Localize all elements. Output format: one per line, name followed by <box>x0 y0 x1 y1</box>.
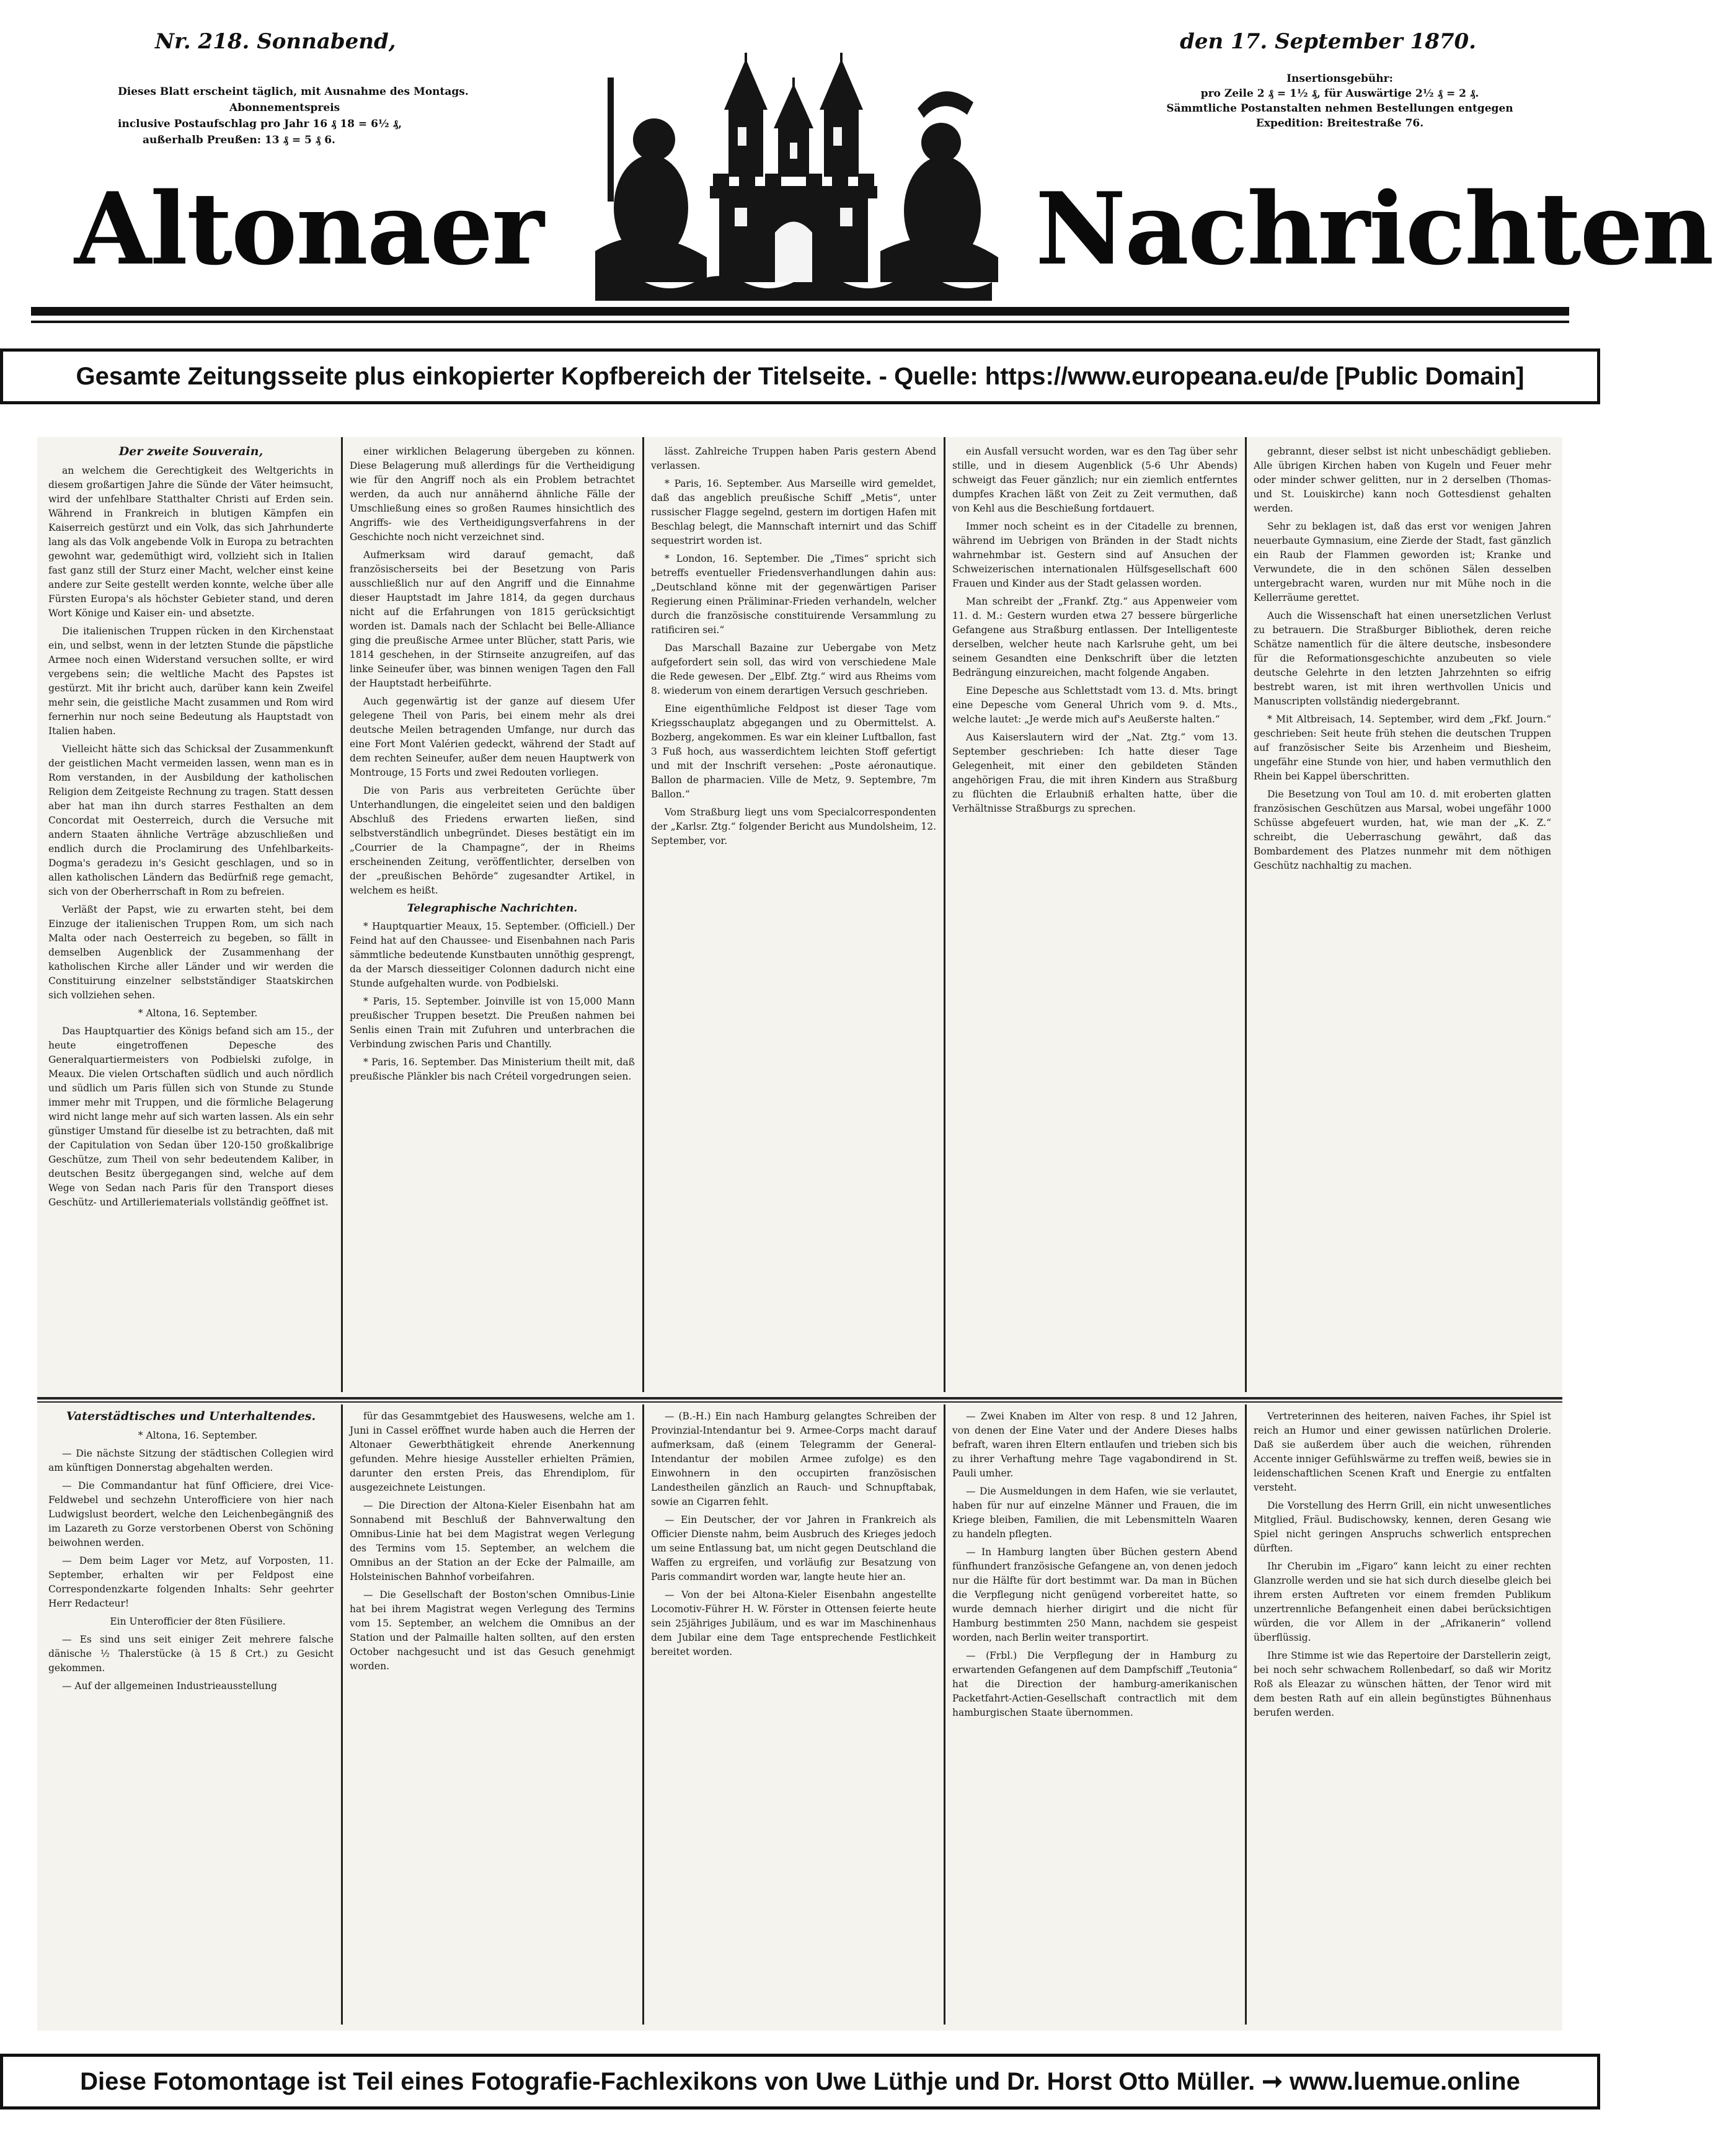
article-paragraph: Immer noch scheint es in der Citadelle zu brennen, während im Uebrigen von Bränden in der Stadt nichts wahrnehmbar ist. Gestern sind auf Ansuchen der Schweizerischen internationalen Hülfsgesellschaft 600 Frauen und Kinder aus der Stadt gelassen worden. <box>952 521 1237 589</box>
article-paragraph: * Mit Altbreisach, 14. September, wird dem „Fkf. Journ.“ geschrieben: Seit heute früh stehen die deutschen Truppen auf französischer Seite bis Arzenheim und Biesheim, ungefähr eine Stunde von hier, und haben vermuthlich den Rhein bei Kappel überschritten. <box>1254 714 1551 782</box>
insertion-line: pro Zeile 2 ₰ = 1½ ₰, für Auswärtige 2½ ₰ = 2 ₰. <box>1200 87 1479 100</box>
column-rule <box>944 437 945 1392</box>
article-paragraph: an welchem die Gerechtigkeit des Weltgerichts in diesem großartigen Jahre die Sünde der Väter heimsucht, wird der unfehlbare Statthalter Christi auf Erden sein. Während in Frankreich in blutigen Kämpfen ein Kaiserreich gestürzt und ein Volk, das sich Jahrhunderte lang als das Volk angebende Volk in Europa zu betrachten gewohnt war, gedemüthigt wird, vollzieht sich in Italien fast ganz still der Sturz einer Macht, welcher einst keine andere zur Seite gestellt werden konnte, welche über alle Fürsten Europa's als höchster Gebieter stand, und deren Wort Könige und Kaiser ein- und absetzte. <box>48 465 334 619</box>
article-paragraph: Verläßt der Papst, wie zu erwarten steht, bei dem Einzuge der italienischen Truppen Rom, um sich nach Malta oder nach Oesterreich zu begeben, so fällt in demselben Augenblick der Zusammenhang der katholischen Kirche aller Länder und wir werden die Constituirung einzelner selbstständiger Staatskirchen sich vollziehen sehen. <box>48 904 334 1001</box>
article-column <box>651 445 936 1392</box>
column-rule <box>1245 437 1247 1392</box>
issue-number: Nr. 218. Sonnabend, <box>155 29 396 54</box>
issue-date: den 17. September 1870. <box>1180 29 1476 54</box>
local-news-column <box>48 1409 334 2023</box>
insertion-info <box>1148 71 1532 131</box>
article-paragraph: Eine Depesche aus Schlettstadt vom 13. d. Mts. bringt eine Depesche vom General Uhrich vom 9. d. Mts., welche lautet: „Je werde mich auf's Aeußerste halten.“ <box>952 685 1237 725</box>
local-news-column <box>952 1409 1237 2023</box>
article-paragraph: einer wirklichen Belagerung übergeben zu können. Diese Belagerung muß allerdings für die Vertheidigung wie für den Angriff noch als ein Problem betrachtet werden, da auch nur annähernd ähnliche Fälle der Umschließung eines so großen Raumes hinsichtlich des Angriffs- wie des Vertheidigungsverfahrens in der Geschichte noch nicht verzeichnet sind. <box>350 446 635 543</box>
article-paragraph: Die Vorstellung des Herrn Grill, ein nicht unwesentliches Mitglied, Fräul. Budischowsky, kennen, deren Gesang wie Spiel nicht geringen Anspruchs schwerlich entsprechen dürften. <box>1254 1500 1551 1554</box>
column-rule <box>1245 1404 1247 2025</box>
article-paragraph: — Von der bei Altona-Kieler Eisenbahn angestellte Locomotiv-Führer H. W. Förster in Ottensen feierte heute sein 25jähriges Jubiläum, und es war im Maschinenhaus dem Jubilar eine dem Tage entsprechende Festlichkeit bereitet worden. <box>651 1589 936 1657</box>
article-column <box>350 445 635 1392</box>
article-paragraph: * Paris, 16. September. Das Ministerium theilt mit, daß preußische Plänkler bis nach Créteil vorgedrungen seien. <box>350 1057 635 1082</box>
subscription-line: Dieses Blatt erscheint täglich, mit Ausnahme des Montags. <box>118 86 469 98</box>
masthead <box>31 16 1713 332</box>
caption-credit: Diese Fotomontage ist Teil eines Fotografie-Fachlexikons von Uwe Lüthje und Dr. Horst Otto Müller. ➞ www.luemue.online <box>0 2054 1600 2109</box>
article-paragraph: Die von Paris aus verbreiteten Gerüchte über Unterhandlungen, die eingeleitet seien und den baldigen Abschluß des Friedens erwarten ließen, sind selbstverständlich unbegründet. Dieses bestätigt ein im „Courrier de la Champagne“, der in Rheims erscheinenden Zeitung, veröffentlichter, derselben von der „preußischen Behörde“ zugesandter Artikel, in welchem es heißt. <box>350 785 635 896</box>
article-paragraph: — Die Gesellschaft der Boston'schen Omnibus-Linie hat bei ihrem Magistrat wegen Verlegung des Termins vom 15. September, an welchem die Omnibus an der Station und der Palmaille halten sollten, auf den ersten October nachgesucht und ist das Gesuch genehmigt worden. <box>350 1589 635 1672</box>
insertion-line: Expedition: Breitestraße 76. <box>1255 117 1424 130</box>
insertion-line: Insertionsgebühr: <box>1286 73 1393 85</box>
article-paragraph: Das Marschall Bazaine zur Uebergabe von Metz aufgefordert sein soll, das wird von verschiedene Male die Rede gewesen. Der „Elbf. Ztg.“ wird aus Rheims vom 8. wiederum von einem derartigen Versuch geschrieben. <box>651 642 936 696</box>
masthead-rule <box>31 307 1569 316</box>
newspaper-title-left: Altonaer <box>74 171 543 287</box>
article-paragraph: Die italienischen Truppen rücken in den Kirchenstaat ein, und selbst, wenn in der letzten Stunde die päpstliche Armee noch einen Widerstand versuchen sollte, er wird vergebens sein; die weltliche Macht des Papstes ist gestürzt. Mit ihr bricht auch, darüber kann kein Zweifel mehr sein, die geistliche Macht zusammen und Rom wird fernerhin nur noch seine Bedeutung als Hauptstadt von Italien haben. <box>48 626 334 737</box>
town-crest-icon <box>570 53 1017 301</box>
article-column <box>952 445 1237 1392</box>
article-paragraph: — Zwei Knaben im Alter von resp. 8 und 12 Jahren, von denen der Eine Vater und der Andere Dieses halbs befraft, waren ihren Eltern entlaufen und trieben sich bis zu ihrer Verhaftung mehre Tage vagabondirend in St. Pauli umher. <box>952 1411 1237 1479</box>
article-paragraph: Auch die Wissenschaft hat einen unersetzlichen Verlust zu betrauern. Die Straßburger Bibliothek, deren reiche Schätze namentlich für die ältere deutsche, insbesondere für die Reformationsgeschichte anzubeuten so viele deutsche Gelehrte in den letzten Jahrzehnten so eifrig bestrebt waren, ist mit ihren werthvollen Unicis und Manuscripten vollständig niedergebrannt. <box>1254 610 1551 707</box>
column-rule <box>642 437 644 1392</box>
article-paragraph: — (B.-H.) Ein nach Hamburg gelangtes Schreiben der Provinzial-Intendantur bei 9. Armee-Corps macht darauf aufmerksam, daß (einem Telegramm der General-Intendantur der mobilen Armee zufolge) es den Einwohnern in den occupirten französischen Landestheilen gänzlich an Rauch- und Schnupftabak, sowie an Cigarren fehlt. <box>651 1411 936 1507</box>
article-paragraph: gebrannt, dieser selbst ist nicht unbeschädigt geblieben. Alle übrigen Kirchen haben von Kugeln und Feuer mehr oder minder schwer gelitten, nur in 2 derselben (Thomas- und St. Louiskirche) kann noch Gottesdienst gehalten werden. <box>1254 446 1551 514</box>
article-paragraph: — Die Direction der Altona-Kieler Eisenbahn hat am Sonnabend mit Beschluß der Bahnverwaltung den Omnibus-Linie hat bei dem Magistrat wegen Verlegung des Termins vom 15. September, an welchem die Omnibus an der Station an der Ecke der Palmaille, am Holsteinischen Bahnhof vorbeifahren. <box>350 1500 635 1582</box>
article-paragraph: Aus Kaiserslautern wird der „Nat. Ztg.“ vom 13. September geschrieben: Ich hatte dieser Tage Gelegenheit, mit einer den gebildeten Ständen angehörigen Frau, die mit ihren Kindern aus Straßburg zu flüchten die Erlaubniß erhalten hatte, über die Verhältnisse Straßburgs zu sprechen. <box>952 732 1237 814</box>
article-paragraph: — Die nächste Sitzung der städtischen Collegien wird am künftigen Donnerstag abgehalten werden. <box>48 1448 334 1473</box>
article-paragraph: Ein Unterofficier der 8ten Füsiliere. <box>110 1616 286 1627</box>
article-paragraph: * Hauptquartier Meaux, 15. September. (Officiell.) Der Feind hat auf den Chaussee- und Eisenbahnen nach Paris sämmtliche bedeutende Kunstbauten unnöthig gesprengt, da der Marsch diesseitiger Colonnen dadurch nicht eine Stunde aufgehalten wurde. von Podbielski. <box>350 921 635 989</box>
article-paragraph: — Ein Deutscher, der vor Jahren in Frankreich als Officier Dienste nahm, beim Ausbruch des Krieges jedoch um seine Entlassung bat, um nicht gegen Deutschland die Waffen zu ergreifen, und vorläufig zur Besatzung von Paris commandirt worden war, langte heute hier an. <box>651 1514 936 1582</box>
article-paragraph: — Die Commandantur hat fünf Officiere, drei Vice-Feldwebel und sechzehn Unterofficiere von hier nach Ludwigslust beordert, welche den Leichenbegängniß des im Lazareth zu Gorze verstorbenen Oberst von Schöning beiwohnen werden. <box>48 1480 334 1548</box>
masthead-rule <box>31 321 1569 323</box>
article-paragraph: lässt. Zahlreiche Truppen haben Paris gestern Abend verlassen. <box>651 446 936 471</box>
section-rule <box>37 1397 1562 1400</box>
article-paragraph: * London, 16. September. Die „Times“ spricht sich betreffs eventueller Friedensverhandlungen dahin aus: „Deutschland könne mit der gegenwärtigen Pariser Regierung einen Präliminar-Frieden verhandeln, welcher durch die französische constituirende Versammlung zu ratificiren sei.“ <box>651 553 936 636</box>
local-news-heading: Vaterstädtisches und Unterhaltendes. <box>66 1409 316 1423</box>
article-paragraph: Auch gegenwärtig ist der ganze auf diesem Ufer gelegene Theil von Paris, bei einem mehr als drei deutsche Meilen betragenden Umfange, nur durch das eine Fort Mont Valérien gedeckt, während der Stadt auf dem rechten Seineufer, außer dem neuen Hauptwerk von Montrouge, 15 Forts und zwei Redouten vorliegen. <box>350 696 635 778</box>
section-rule <box>37 1401 1562 1403</box>
article-paragraph: Das Hauptquartier des Königs befand sich am 15., der heute eingetroffenen Depesche des Generalquartiermeisters von Podbielski zufolge, in Meaux. Die vielen Ortschaften südlich und auch nördlich und südlich um Paris füllen sich von Stunde zu Stunde immer mehr mit Truppen, und die förmliche Belagerung wird nicht lange mehr auf sich warten lassen. Als ein sehr günstiger Umstand für dieselbe ist zu betrachten, daß mit der Capitulation von Sedan über 120-150 großkalibrige Geschütze, zum Theil von sehr bedeutendem Kaliber, in deutschen Besitz übergegangen sind, welche auf dem Wege von Sedan nach Paris für den Transport dieses Geschütz- und Artilleriematerials vollständig geöffnet ist. <box>48 1026 334 1208</box>
article-column <box>1254 445 1551 1392</box>
article-paragraph: Vielleicht hätte sich das Schicksal der Zusammenkunft der geistlichen Macht vermeiden lassen, wenn man es in Rom verstanden, in der Ausbildung der katholischen Religion dem Zeitgeiste Rechnung zu tragen. Statt dessen aber hat man ihn durch starres Festhalten an dem Concordat mit Oesterreich, durch die Versuche mit andern Staaten ähnliche Verträge abzuschließen und endlich durch die Proclamirung des Unfehlbarkeits-Dogma's geradezu in's Gesicht geschlagen, und so in allen katholischen Ländern das Bedürfniß rege gemacht, sich von der Oberherrschaft in Rom zu befreien. <box>48 743 334 897</box>
article-paragraph: — Auf der allgemeinen Industrieausstellung <box>62 1680 277 1692</box>
article-paragraph: * Paris, 16. September. Aus Marseille wird gemeldet, daß das angeblich preußische Schiff „Metis“, unter russischer Flagge segelnd, gestern im dortigen Hafen mit Beschlag belegt, die Mannschaft internirt und das Schiff sequestrirt worden ist. <box>651 478 936 546</box>
article-paragraph: — In Hamburg langten über Büchen gestern Abend fünfhundert französische Gefangene an, von denen jedoch nur die Hälfte für dort bestimmt war. Da man in Büchen die Verpflegung nicht genügend vorbereitet hatte, so wurde demnach hierher dirigirt und die nicht für Hamburg bestimmten 250 Mann, nachdem sie gespeist worden, nach Berlin weiter transportirt. <box>952 1546 1237 1643</box>
article-paragraph: Sehr zu beklagen ist, daß das erst vor wenigen Jahren neuerbaute Gymnasium, eine Zierde der Stadt, fast gänzlich ein Raub der Flammen geworden ist; Kranke und Verwundete, die in den schönen Sälen desselben untergebracht waren, wurden nur mit Mühe noch in die Kellerräume gerettet. <box>1254 521 1551 603</box>
column-rule <box>341 1404 343 2025</box>
article-paragraph: — Dem beim Lager vor Metz, auf Vorposten, 11. September, erhalten wir per Feldpost eine Correspondenzkarte folgenden Inhalts: Sehr geehrter Herr Redacteur! <box>48 1555 334 1609</box>
subscription-line: außerhalb Preußen: 13 ₰ = 5 ₰ 6. <box>143 134 335 146</box>
article-paragraph: Eine eigenthümliche Feldpost ist dieser Tage vom Kriegsschauplatz abgegangen und zu Obermittelst. A. Bozberg, angekommen. Es war ein kleiner Luftballon, fast 3 Fuß hoch, aus wasserdichtem leichten Stoff gefertigt und mit der Inschrift versehen: „Poste aéronautique. Ballon de pharmacien. Ville de Metz, 9. Septembre, 7m Ballon.“ <box>651 703 936 800</box>
article-heading: Der zweite Souverain, <box>118 445 263 458</box>
insertion-line: Sämmtliche Postanstalten nehmen Bestellungen entgegen <box>1166 102 1513 115</box>
article-column <box>48 445 334 1392</box>
column-rule <box>944 1404 945 2025</box>
article-paragraph: für das Gesammtgebiet des Hauswesens, welche am 1. Juni in Cassel eröffnet wurde haben auch die Herren der Altonaer Gewerbthätigkeit ehrende Anerkennung gefunden. Mehre hiesige Aussteller erhielten Prämien, darunter den ersten Preis, das Ehrendiplom, für ausgezeichnete Leistungen. <box>350 1411 635 1493</box>
subscription-line: Abonnementspreis <box>229 102 340 114</box>
column-rule <box>341 437 343 1392</box>
dateline: * Altona, 16. September. <box>138 1008 258 1019</box>
local-news-column <box>1254 1409 1551 2023</box>
article-paragraph: Vom Straßburg liegt uns vom Specialcorrespondenten der „Karlsr. Ztg.“ folgender Bericht aus Mundolsheim, 12. September, vor. <box>651 807 936 846</box>
local-news-column <box>651 1409 936 2023</box>
article-paragraph: Ihre Stimme ist wie das Repertoire der Darstellerin zeigt, bei noch sehr schwachem Rollenbedarf, so daß wir Moritz Roß als Eleazar zu wünschen hätten, der Tenor wird mit dem besten Rath auf ein allein begünstigtes Bühnenhaus berufen werden. <box>1254 1650 1551 1718</box>
dateline: * Altona, 16. September. <box>138 1430 258 1441</box>
section-heading-telegraph: Telegraphische Nachrichten. <box>407 902 578 915</box>
newspaper-title-right: Nachrichten <box>1035 171 1713 287</box>
article-paragraph: ein Ausfall versucht worden, war es den Tag über sehr stille, und in diesem Augenblick (5-6 Uhr Abends) schweigt das Feuer gänzlich; nur ein ziemlich entferntes dumpfes Krachen läßt von Zeit zu Zeit vermuthen, daß von Kehl aus die Beschießung fortdauert. <box>952 446 1237 514</box>
article-paragraph: Aufmerksam wird darauf gemacht, daß französischerseits bei der Besetzung von Paris ausschließlich nur auf den Angriff und die Einnahme dieser Hauptstadt im Jahre 1814, da gegen durchaus nicht auf die Erfahrungen von 1815 gerücksichtigt worden ist. Damals nach der Schlacht bei Belle-Alliance ging die preußische Armee unter Blücher, statt Paris, wie 1814 geschehen, in der Stirnseite anzugreifen, auf das linke Seineufer über, was binnen wenigen Tagen den Fall der Hauptstadt herbeiführte. <box>350 549 635 689</box>
local-news-column <box>350 1409 635 2023</box>
caption-source: Gesamte Zeitungsseite plus einkopierter Kopfbereich der Titelseite. - Quelle: https://www.europeana.eu/de [Public Domain] <box>0 348 1600 404</box>
article-paragraph: Man schreibt der „Frankf. Ztg.“ aus Appenweier vom 11. d. M.: Gestern wurden etwa 27 bessere bürgerliche Gefangene aus Straßburg entlassen. Der Intelligenteste derselben, welcher heute nach Karlsruhe geht, um bei seinem Gesandten eine Denkschrift über die letzten Bedrängung einzureichen, macht folgende Angaben. <box>952 596 1237 678</box>
subscription-info <box>118 84 614 148</box>
subscription-line: inclusive Postaufschlag pro Jahr 16 ₰ 18 = 6½ ₰, <box>118 118 402 130</box>
article-paragraph: Vertreterinnen des heiteren, naiven Faches, ihr Spiel ist reich an Humor und einer gewissen natürlichen Drolerie. Daß sie außerdem über auch die weichen, rührenden Accente inniger Gefühlswärme zu treffen weiß, bewies sie in leidenschaftlichen Scenen Kraft und Energie zu entfalten versteht. <box>1254 1411 1551 1493</box>
article-paragraph: * Paris, 15. September. Joinville ist von 15,000 Mann preußischer Truppen besetzt. Die Preußen nahmen bei Senlis einen Train mit Zufuhren und unterbrachen die Verbindung zwischen Paris und Chantilly. <box>350 996 635 1050</box>
article-paragraph: Die Besetzung von Toul am 10. d. mit eroberten glatten französischen Geschützen aus Marsal, wobei ungefähr 1000 Schüsse abgefeuert wurden, hat, wie man der „K. Z.“ schreibt, die Ueberraschung gewährt, daß das Bombardement des Platzes nunmehr mit dem nöthigen Geschütz nachhaltig zu machen. <box>1254 789 1551 871</box>
column-rule <box>642 1404 644 2025</box>
article-paragraph: — (Frbl.) Die Verpflegung der in Hamburg zu erwartenden Gefangenen auf dem Dampfschiff „Teutonia“ hat die Direction der hamburg-amerikanischen Packetfahrt-Actien-Gesellschaft contractlich mit dem hamburgischen Staate übernommen. <box>952 1650 1237 1718</box>
newspaper-page <box>37 437 1562 2031</box>
article-paragraph: — Es sind uns seit einiger Zeit mehrere falsche dänische ½ Thalerstücke (à 15 ß Crt.) zu Gesicht gekommen. <box>48 1634 334 1674</box>
article-paragraph: Ihr Cherubin im „Figaro“ kann leicht zu einer rechten Glanzrolle werden und sie hat sich durch dieselbe gleich bei ihrem ersten Auftreten vor einem fremden Publikum unzertrennliche Befangenheit einen dabei berücksichtigen würden, die vor Allem in der „Afrikanerin“ vollend überflüssig. <box>1254 1561 1551 1643</box>
article-paragraph: — Die Ausmeldungen in dem Hafen, wie sie verlautet, haben für nur auf einzelne Männer und Frauen, die im Kriege bleiben, Familien, die mit Lebensmitteln Waaren zu handeln pflegten. <box>952 1486 1237 1540</box>
